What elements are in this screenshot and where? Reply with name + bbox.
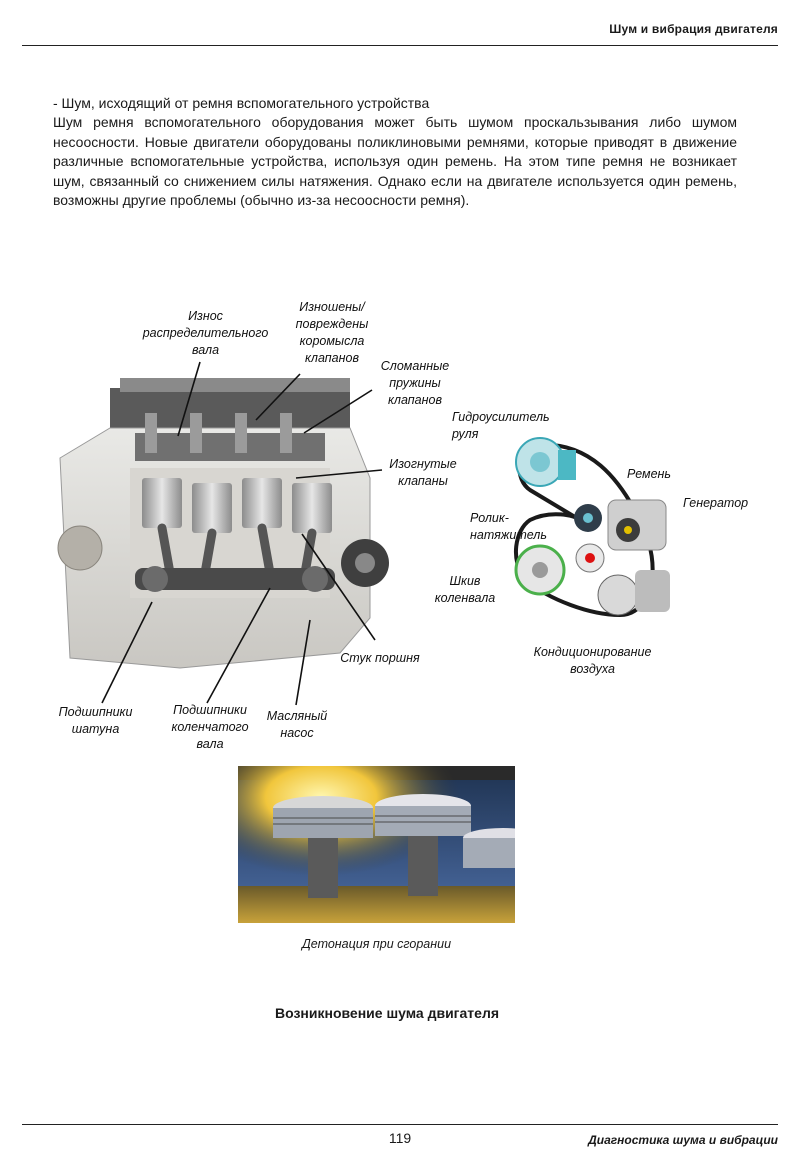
detonation-photo [238,766,515,923]
detonation-caption: Детонация при сгорании [301,937,452,951]
footer-rule [22,1124,778,1125]
label-bent-valves: Изогнутые клапаны [389,457,457,488]
label-rocker-wear: Изношены/ повреждены коромысла клапанов [295,300,369,365]
page-number: 119 [388,1130,412,1146]
label-broken-springs: Сломанные пружины клапанов [380,359,450,407]
body-paragraph: Шум ремня вспомогательного оборудования может быть шумом проскальзывания либо шумом несоосности. Новые двигатели оборудованы поликлиновыми ремнями, которые приводят в движение различные вспомогательные устройства, используя один ремень. На этом типе ремня не возникает шум, связанный со снижением силы натяжения. Однако если на двигателе используется один ремень, возможны другие проблемы (обычно из-за несоосности ремня). [53,114,737,209]
running-footer: Диагностика шума и вибрации [588,1133,778,1147]
label-rod-bearings: Подшипники шатуна [58,705,133,736]
label-crank-pulley: Шкив коленвала [434,574,496,605]
label-crank-bearings: Подшипники коленчатого вала [171,703,249,751]
section-title: Возникновение шума двигателя [275,1005,499,1021]
label-tensioner: Ролик-натяжитель [470,511,547,542]
section-heading-text: - Шум, исходящий от ремня вспомогательного устройства [53,95,430,111]
label-generator: Генератор [683,496,749,510]
label-oil-pump: Масляный насос [266,709,328,740]
label-air-conditioning: Кондиционирование воздуха [533,645,652,676]
running-header: Шум и вибрация двигателя [609,22,778,36]
label-piston-knock: Стук поршня [340,651,420,665]
label-power-steering: Гидроусилитель руля [452,410,550,441]
label-belt: Ремень [627,467,671,481]
label-camshaft-wear: Износ распределительного вала [142,309,269,357]
